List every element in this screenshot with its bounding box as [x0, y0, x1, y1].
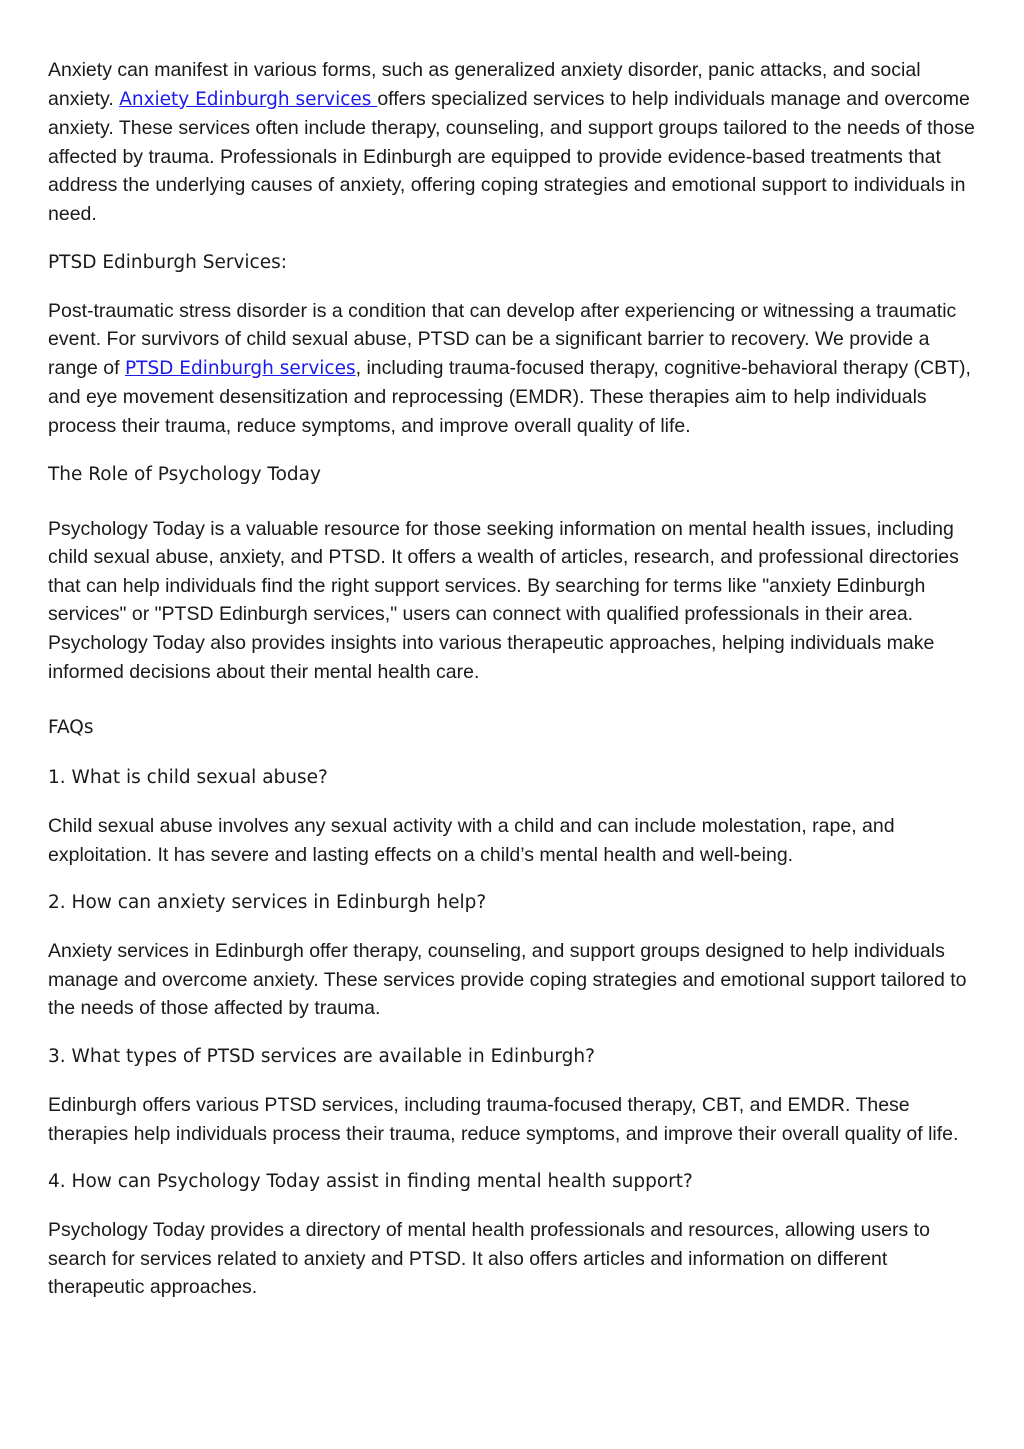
psychology-today-paragraph: Psychology Today is a valuable resource for those seeking information on mental health issues, including child sexual abuse, anxiety, and PTSD. It offers a wealth of articles, research, and professional directories that can help individuals find the right support services. By searching for terms like "anxiety Edinburgh services" or "PTSD Edinburgh services," users can connect with qualified professionals in their area. Psychology Today also provides insights into various therapeutic approaches, helping individuals make informed decisions about their mental health care.: [48, 517, 959, 683]
ptsd-text-start: Post-traumatic stress disorder is a condition that can develop after experiencing or witnessing a traumatic event. For survivors of child sexual abuse, PTSD can be a significant barrier to recovery. We provide a range of: [48, 299, 957, 379]
ptsd-paragraph: [48, 297, 976, 441]
faq-answer-3: Edinburgh offers various PTSD services, including trauma-focused therapy, CBT, and EMDR. These therapies help individuals process their trauma, reduce symptoms, and improve their overall quality of life.: [48, 1094, 959, 1145]
intro-paragraph: [48, 56, 976, 229]
psychology-today-heading: The Role of Psychology Today: [48, 463, 321, 485]
document-page: [48, 56, 976, 1322]
faq-answer-2: Anxiety services in Edinburgh offer therapy, counseling, and support groups designed to help individuals manage and overcome anxiety. These services provide coping strategies and emotional support tailored to the needs of those affected by trauma.: [48, 940, 967, 1020]
ptsd-edinburgh-services-link[interactable]: PTSD Edinburgh services: [124, 357, 356, 379]
intro-text-end: offers specialized services to help individuals manage and overcome anxiety. These services often include therapy, counseling, and support groups tailored to the needs of those affected by trauma. Professionals in Edinburgh are equipped to provide evidence-based treatments that address the underlying causes of anxiety, offering coping strategies and emotional support to individuals in need.: [48, 87, 975, 225]
faq-question-3: 3. What types of PTSD services are available in Edinburgh?: [48, 1046, 595, 1068]
faq-answer-4: Psychology Today provides a directory of mental health professionals and resources, allowing users to search for services related to anxiety and PTSD. It also offers articles and information on different therapeutic approaches.: [48, 1219, 930, 1299]
intro-text-start: Anxiety can manifest in various forms, such as generalized anxiety disorder, panic attacks, and social anxiety.: [48, 59, 921, 110]
faq-question-2: 2. How can anxiety services in Edinburgh help?: [48, 892, 487, 914]
anxiety-edinburgh-services-link[interactable]: Anxiety Edinburgh services: [119, 88, 378, 110]
faq-question-1: 1. What is child sexual abuse?: [48, 767, 328, 789]
faq-answer-1: Child sexual abuse involves any sexual activity with a child and can include molestation, rape, and exploitation. It has severe and lasting effects on a child’s mental health and well-being.: [48, 815, 895, 866]
ptsd-text-end: , including trauma-focused therapy, cognitive-behavioral therapy (CBT), and eye movement desensitization and reprocessing (EMDR). These therapies aim to help individuals process their trauma, reduce symptoms, and improve overall quality of life.: [48, 356, 971, 437]
ptsd-heading: PTSD Edinburgh Services:: [48, 251, 287, 273]
faqs-heading: FAQs: [48, 717, 94, 739]
faq-question-4: 4. How can Psychology Today assist in finding mental health support?: [48, 1171, 693, 1193]
